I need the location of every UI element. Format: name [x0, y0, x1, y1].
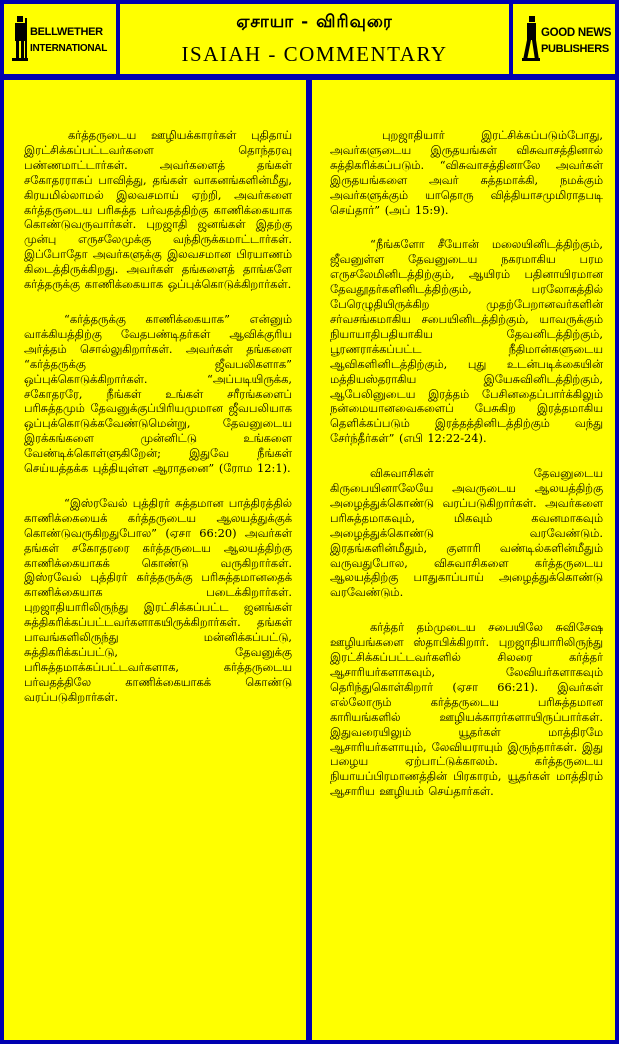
good-news-logo: [513, 4, 615, 74]
right-paragraph-3: விசுவாசிகள் தேவனுடைய கிருபையினாலேயே அவருடைய ஆலயத்திற்கு அழைத்துக்கொண்டு வரப்படுகிறார்கள். அவர்களை பரிசுத்தமாகவும், மிகவும் கவனமாகவும் அழைத்துக்கொண்டு வரவேண்டும். இரதங்களின்மீதும், குளாரி வண்டில்களின்மீதும் வருவதுபோல, விசுவாசிகளை கர்த்தருடைய ஆலயத்திற்கு பாதுகாப்பாய் அழைத்துக்கொண்டு வரவேண்டும்.: [330, 466, 603, 600]
left-column: [4, 80, 306, 1040]
good-news-logo-line1: GOOD NEWS: [541, 27, 612, 39]
title-english: ISAIAH - COMMENTARY: [181, 42, 448, 66]
header-title-box: [120, 4, 509, 74]
walking-figure-icon: [521, 14, 541, 64]
right-column: [312, 80, 615, 1040]
right-paragraph-4: கர்த்தர் தம்முடைய சபையிலே சுவிசேஷ ஊழியங்களை ஸ்தாபிக்கிறார். புறஜாதியாரிலிருந்து இரட்சிக்கப்பட்டவர்களில் சிலரை கர்த்தர் ஆசாரியர்களாகவும், லேவியர்களாகவும் தெரிந்துகொள்கிறார் (ஏசா 66:21). இவர்கள் எல்லோரும் கர்த்தருடைய பரிசுத்தமான காரியங்களில் ஊழியக்காரர்களாயிருப்பார்கள். இதுவரையிலும் யூதர்கள் மாத்திரமே ஆசாரியர்களாயும், லேவியராயும் இருந்தார்கள். இது பழைய ஏற்பாட்டுக்காலம். கர்த்தருடைய நியாயப்பிரமாணத்தின் பிரகாரம், யூதர்கள் மாத்திரம் ஆசாரிய ஊழியம் செய்தார்கள்.: [330, 620, 603, 799]
good-news-logo-line2: PUBLISHERS: [541, 43, 609, 55]
bellwether-logo-line1: BELLWETHER: [30, 26, 103, 38]
shepherd-figure-icon: [10, 14, 30, 64]
right-paragraph-2: “நீங்களோ சீயோன் மலையினிடத்திற்கும், ஜீவனுள்ள தேவனுடைய நகரமாகிய பரம எருசலேமினிடத்திற்கும், ஆயிரம் பதினாயிரமான தேவதூதர்களினிடத்திற்கும், பரலோகத்தில் பேரெழுதியிருக்கிற முதற்பேறானவர்களின் சர்வசங்கமாகிய சபையினிடத்திற்கும், யாவருக்கும் நியாயாதிபதியாகிய தேவனிடத்திற்கும், பூரணராக்கப்பட்ட நீதிமான்களுடைய ஆவிகளினிடத்திற்கும், புது உடன்படிக்கையின் மத்தியஸ்தராகிய இயேசுவினிடத்திற்கும், ஆபேலினுடைய இரத்தம் பேசினதைப்பார்க்கிலும் நன்மையானவைகளைப் பேசுகிற இரத்தமாகிய தெளிக்கப்படும் இரத்தத்தினிடத்திற்கும் வந்து சேர்ந்தீர்கள்” (எபி 12:22-24).: [330, 237, 603, 446]
bellwether-logo: [4, 4, 116, 74]
left-paragraph-3: “இஸ்ரவேல் புத்திரர் சுத்தமான பாத்திரத்தில் காணிக்கையைக் கர்த்தருடைய ஆலயத்துக்குக் கொண்டுவருகிறதுபோல” (ஏசா 66:20) அவர்கள் தங்கள் சகோதரரை கர்த்தருடைய ஆலயத்திற்கு காணிக்கையாகக் கொண்டு வருகிறார்கள். இஸ்ரவேல் புத்திரர் கர்த்தருக்கு பரிசுத்தமானதைக் காணிக்கையாக படைக்கிறார்கள். புறஜாதியாரிலிருந்து இரட்சிக்கப்பட்ட ஜனங்கள் சுத்திகரிக்கப்பட்டவர்களாகயிருக்கிறார்கள். தங்கள் பாவங்களிலிருந்து மன்னிக்கப்பட்டு, சுத்திகரிக்கப்பட்டு, தேவனுக்கு பரிசுத்தமாக்கப்பட்டவர்களாக, கர்த்தருடைய பர்வதத்திலே காணிக்கையாகக் கொண்டு வரப்படுகிறார்கள்.: [24, 495, 292, 704]
right-paragraph-1: புறஜாதியார் இரட்சிக்கப்படும்போது, அவர்களுடைய இருதயங்கள் விசுவாசத்தினால் சுத்திகரிக்கப்படும். “விசுவாசத்தினாலே அவர்கள் இருதயங்களை அவர் சுத்தமாக்கி, நமக்கும் அவர்களுக்கும் யாதொரு வித்தியாசமுமிராதபடி செய்தார்” (அப் 15:9).: [330, 128, 603, 217]
bellwether-logo-line2: INTERNATIONAL: [30, 43, 108, 54]
left-paragraph-2: “கர்த்தருக்கு காணிக்கையாக” என்னும் வாக்கியத்திற்கு வேதபண்டிதர்கள் ஆவிக்குரிய அர்த்தம் சொல்லுகிறார்கள். அவர்கள் தங்களை “கர்த்தருக்கு ஜீவபலிகளாக” ஒப்புக்கொடுக்கிறார்கள். “அப்படியிருக்க, சகோதரரே, நீங்கள் உங்கள் சரீரங்களைப் பரிசுத்தமும் தேவனுக்குப்பிரியமுமான ஜீவபலியாக ஒப்புக்கொடுக்கவேண்டுமென்று, தேவனுடைய இரக்கங்களை முன்னிட்டு உங்களை வேண்டிக்கொள்ளுகிறேன்; இதுவே நீங்கள் செய்யத்தக்க புத்தியுள்ள ஆராதனை” (ரோம 12:1).: [24, 311, 292, 476]
left-paragraph-1: கர்த்தருடைய ஊழியக்காரர்கள் புதிதாய் இரட்சிக்கப்பட்டவர்களை தொந்தரவு பண்ணமாட்டார்கள். அவர்களைத் தங்கள் சகோதரராகப் பாவித்து, தங்கள் வாகனங்களின்மீது, கிரயமில்லாமல் இலவசமாய் ஏற்றி, அவர்களை கர்த்தருடைய பரிசுத்த பர்வதத்திற்கு காணிக்கையாக கொண்டுவருவார்கள். புறஜாதி ஜனங்கள் இதற்கு முன்பு எருசலேமுக்கு வந்திருக்கமாட்டார்கள். இப்போதோ அவர்களுக்கு இலவசமான பிரயாணம் கிடைத்திருக்கிறது. அவர்கள் தங்களைத் தாங்களே கர்த்தருக்கு காணிக்கையாக ஒப்புக்கொடுக்கிறார்கள்.: [24, 128, 292, 292]
title-tamil: ஏசாயா - விரிவுரை: [236, 12, 393, 32]
